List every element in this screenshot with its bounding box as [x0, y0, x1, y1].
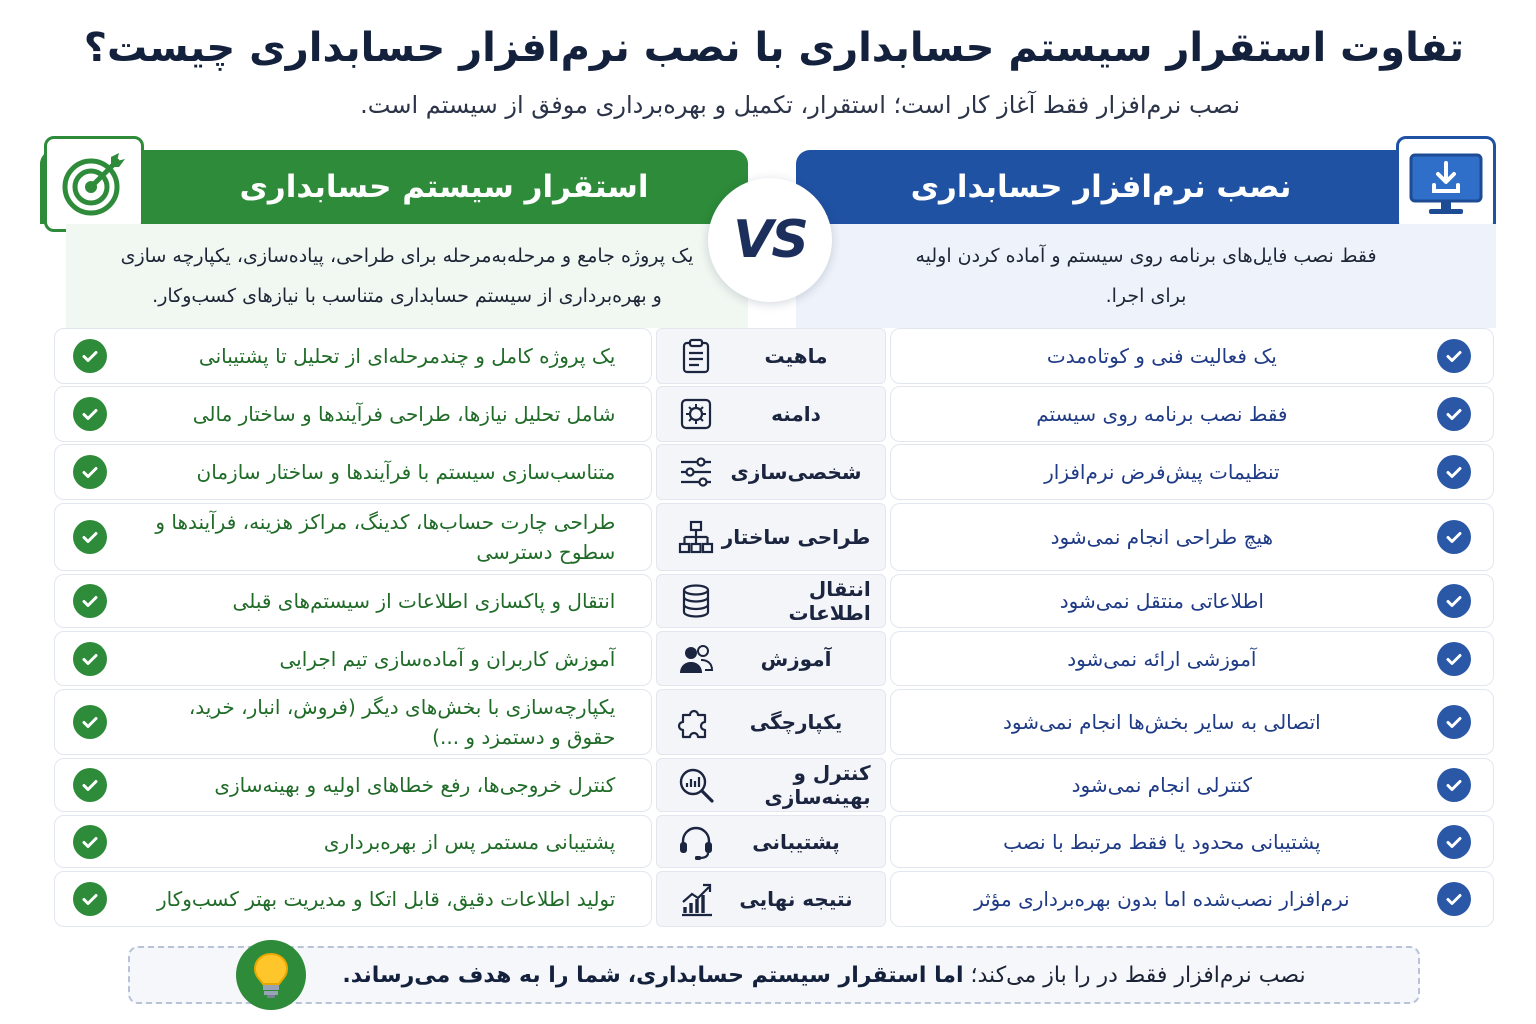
install-cell	[890, 574, 1494, 628]
install-cell	[890, 328, 1494, 384]
check-icon	[73, 520, 107, 554]
clipboard-icon	[677, 337, 715, 375]
deploy-cell	[54, 574, 652, 628]
check-icon	[1437, 584, 1471, 618]
table-row	[54, 574, 1494, 628]
install-text: پشتیبانی محدود یا فقط مرتبط با نصب	[1003, 829, 1321, 854]
criterion-cell	[656, 444, 885, 500]
deploy-text: تولید اطلاعات دقیق، قابل اتکا و مدیریت بهتر کسب‌وکار	[156, 887, 616, 911]
check-icon	[73, 455, 107, 489]
page-title: تفاوت استقرار سیستم حسابداری با نصب نرم‌افزار حسابداری چیست؟	[83, 25, 1464, 71]
criterion-label: دامنه	[771, 402, 821, 426]
install-cell	[890, 815, 1494, 868]
deploy-text: انتقال و پاکسازی اطلاعات از سیستم‌های قبلی	[232, 589, 616, 613]
deploy-header-label: استقرار سیستم حسابداری	[239, 169, 649, 205]
install-text: کنترلی انجام نمی‌شود	[1071, 773, 1253, 797]
deploy-text: آموزش کاربران و آماده‌سازی تیم اجرایی	[279, 646, 616, 671]
deploy-cell	[54, 503, 652, 571]
install-cell	[890, 631, 1494, 686]
criterion-cell	[656, 631, 885, 686]
criterion-cell	[656, 689, 885, 755]
check-icon	[1437, 882, 1471, 916]
criterion-cell	[656, 815, 885, 868]
install-description: فقط نصب فایل‌های برنامه روی سیستم و آماده کردن اولیه برای اجرا.	[796, 224, 1496, 328]
install-text: هیچ طراحی انجام نمی‌شود	[1050, 525, 1274, 549]
table-row	[54, 871, 1494, 927]
deploy-text: طراحی چارت حساب‌ها، کدینگ، مراکز هزینه، فرآیندها و سطوح دسترسی	[155, 510, 616, 564]
table-row	[54, 815, 1494, 868]
deploy-cell	[54, 444, 652, 500]
install-cell	[890, 871, 1494, 927]
check-icon	[1437, 397, 1471, 431]
growth-chart-icon	[677, 880, 715, 918]
check-icon	[1437, 768, 1471, 802]
install-text: فقط نصب برنامه روی سیستم	[1036, 402, 1288, 426]
criterion-cell	[656, 503, 885, 571]
install-text: یک فعالیت فنی و کوتاه‌مدت	[1046, 344, 1277, 368]
install-cell	[890, 444, 1494, 500]
criterion-cell	[656, 871, 885, 927]
deploy-text: یک پروژه کامل و چندمرحله‌ای از تحلیل تا پشتیبانی	[198, 344, 616, 368]
install-text: آموزشی ارائه نمی‌شود	[1067, 646, 1257, 671]
criterion-cell	[656, 328, 885, 384]
page-subtitle: نصب نرم‌افزار فقط آغاز کار است؛ استقرار، تکمیل و بهره‌برداری موفق از سیستم است.	[360, 91, 1240, 119]
settings-gear-icon	[677, 395, 715, 433]
install-header-label: نصب نرم‌افزار حسابداری	[910, 169, 1292, 205]
install-text: اطلاعاتی منتقل نمی‌شود	[1059, 589, 1264, 613]
check-icon	[1437, 455, 1471, 489]
install-text: نرم‌افزار نصب‌شده اما بدون بهره‌برداری مؤثر	[974, 887, 1350, 911]
deploy-text: کنترل خروجی‌ها، رفع خطاهای اولیه و بهینه‌سازی	[214, 773, 616, 797]
criterion-label: یکپارچگی	[749, 710, 843, 734]
table-row	[54, 386, 1494, 442]
install-text: تنظیمات پیش‌فرض نرم‌افزار	[1044, 460, 1280, 484]
footer-text-end: شما را به هدف می‌رساند.	[342, 962, 621, 988]
deploy-text: شامل تحلیل نیازها، طراحی فرآیندها و ساختار مالی	[192, 402, 616, 426]
deploy-cell	[54, 871, 652, 927]
deploy-text: یکپارچه‌سازی با بخش‌های دیگر (فروش، انبار، خرید، حقوق و دستمزد و ...)	[188, 695, 616, 749]
criterion-label: نتیجه نهایی	[739, 887, 853, 911]
deploy-text: پشتیبانی مستمر پس از بهره‌برداری	[323, 829, 616, 854]
install-text: اتصالی به سایر بخش‌ها انجام نمی‌شود	[1002, 710, 1321, 734]
install-cell	[890, 503, 1494, 571]
criterion-label: کنترل و بهینه‌سازی	[764, 761, 871, 809]
org-chart-icon	[677, 518, 715, 556]
criterion-cell	[656, 758, 885, 812]
deploy-cell	[54, 328, 652, 384]
footer-note	[128, 946, 1420, 1004]
install-cell	[890, 758, 1494, 812]
deploy-cell	[54, 631, 652, 686]
download-monitor-icon	[1396, 136, 1496, 232]
check-icon	[73, 882, 107, 916]
check-icon	[1437, 705, 1471, 739]
users-icon	[677, 640, 715, 678]
check-icon	[1437, 825, 1471, 859]
target-icon	[44, 136, 144, 232]
table-row	[54, 631, 1494, 686]
footer-text-plain: نصب نرم‌افزار فقط در را باز می‌کند؛	[970, 962, 1306, 988]
check-icon	[73, 584, 107, 618]
deploy-text: متناسب‌سازی سیستم با فرآیندها و ساختار سازمان	[196, 460, 616, 484]
criterion-label: پشتیبانی	[752, 829, 840, 854]
vs-badge: VS	[708, 178, 832, 302]
footer-text-bold: اما استقرار سیستم حسابداری،	[627, 962, 964, 988]
sliders-icon	[677, 453, 715, 491]
deploy-description: یک پروژه جامع و مرحله‌به‌مرحله برای طراحی، پیاده‌سازی، یکپارچه سازی و بهره‌برداری از سیستم حسابداری متناسب با نیازهای کسب‌وکار.	[66, 224, 748, 328]
table-row	[54, 328, 1494, 384]
deploy-cell	[54, 758, 652, 812]
headset-icon	[677, 823, 715, 861]
table-row	[54, 758, 1494, 812]
deploy-cell	[54, 815, 652, 868]
check-icon	[73, 705, 107, 739]
table-row	[54, 503, 1494, 571]
check-icon	[1437, 339, 1471, 373]
deploy-cell	[54, 386, 652, 442]
criterion-cell	[656, 386, 885, 442]
database-icon	[677, 582, 715, 620]
check-icon	[73, 768, 107, 802]
criterion-cell	[656, 574, 885, 628]
magnifier-chart-icon	[677, 766, 715, 804]
lightbulb-icon	[236, 940, 306, 1010]
deploy-cell	[54, 689, 652, 755]
check-icon	[73, 642, 107, 676]
table-row	[54, 689, 1494, 755]
install-cell	[890, 689, 1494, 755]
criterion-label: ماهیت	[764, 344, 828, 368]
install-header	[796, 150, 1496, 224]
deploy-header	[40, 150, 748, 224]
criterion-label: شخصی‌سازی	[730, 460, 862, 484]
table-row	[54, 444, 1494, 500]
check-icon	[73, 397, 107, 431]
check-icon	[73, 825, 107, 859]
criterion-label: طراحی ساختار	[721, 525, 871, 549]
criterion-label: انتقال اطلاعات	[788, 577, 871, 625]
puzzle-icon	[677, 703, 715, 741]
criterion-label: آموزش	[760, 646, 832, 671]
install-cell	[890, 386, 1494, 442]
check-icon	[1437, 642, 1471, 676]
check-icon	[1437, 520, 1471, 554]
check-icon	[73, 339, 107, 373]
